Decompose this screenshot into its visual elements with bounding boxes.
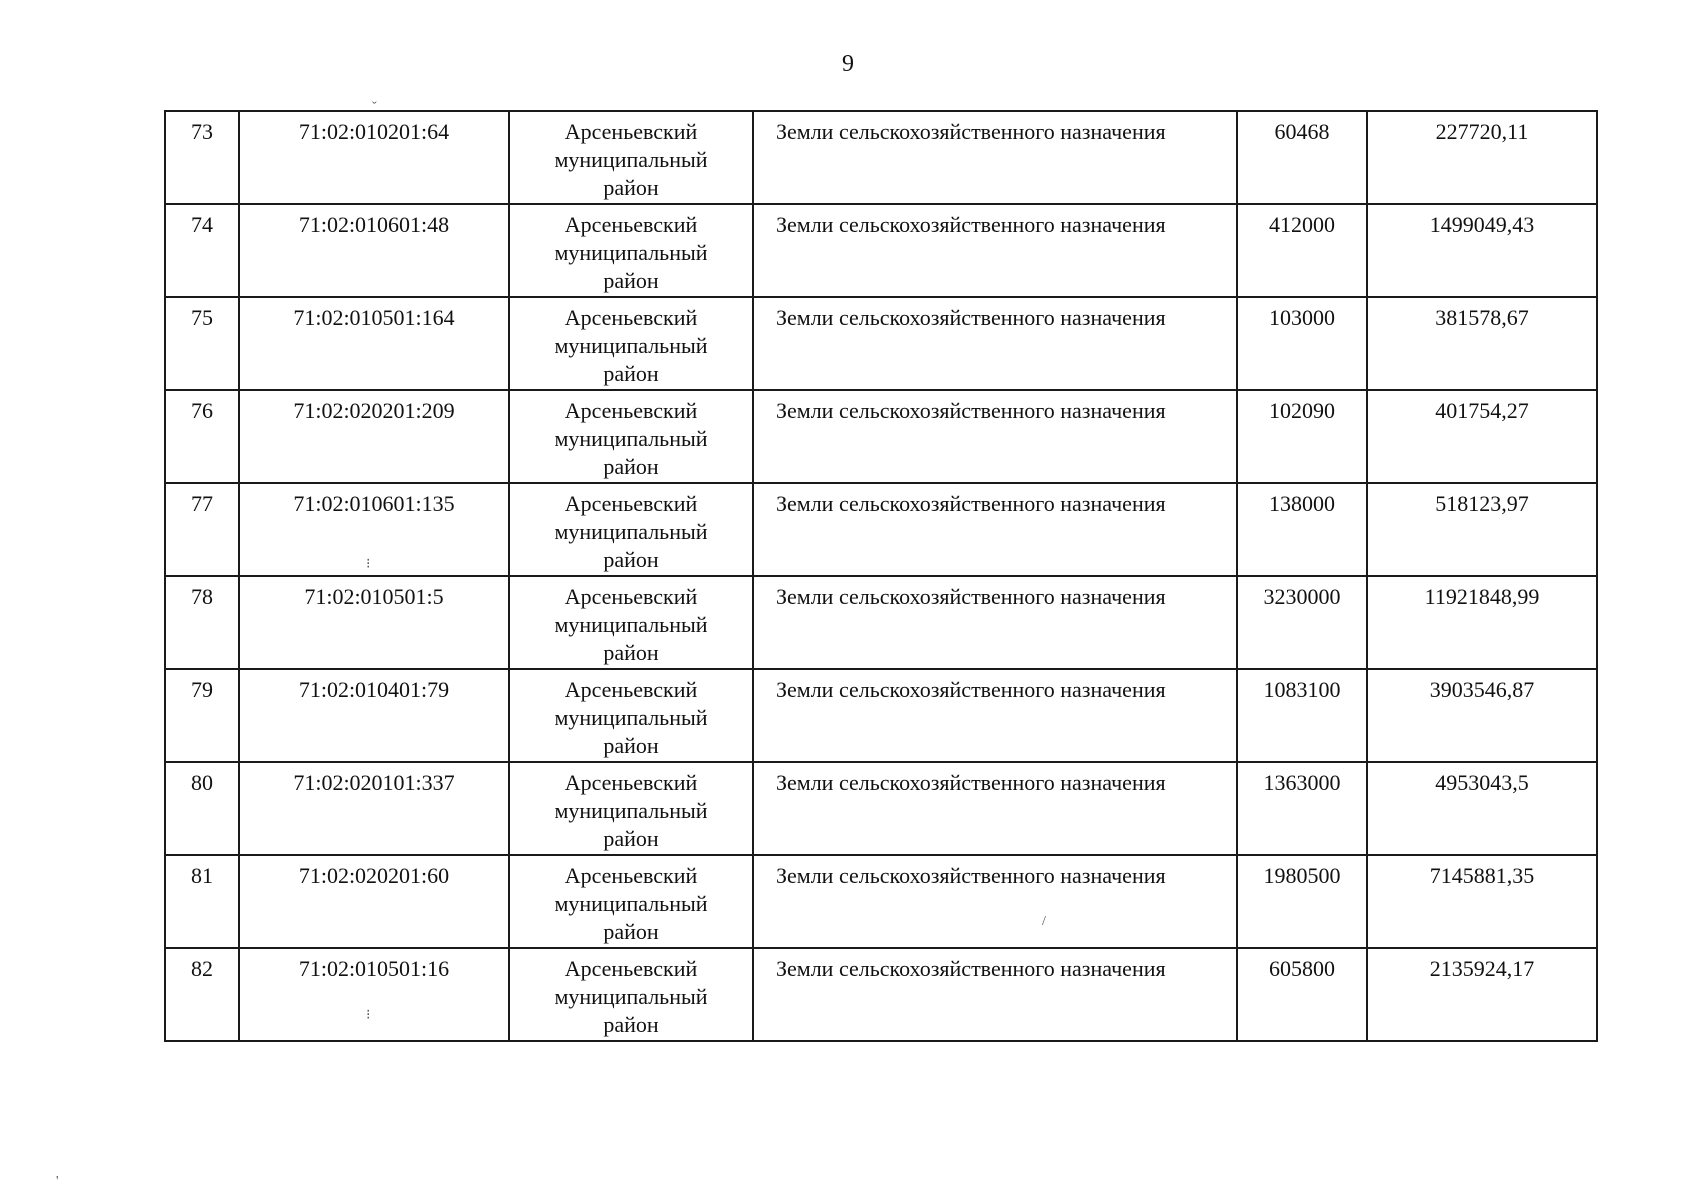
cadastral-value: 3903546,87 [1367, 669, 1597, 762]
table-row [165, 204, 1597, 297]
municipality [509, 204, 753, 297]
row-number: 78 [165, 576, 239, 669]
scan-speck: ' [56, 1174, 59, 1189]
area: 1363000 [1237, 762, 1367, 855]
municipality-line: Арсеньевский [564, 398, 698, 423]
scan-speck: ˇ [372, 100, 377, 115]
municipality-line: Арсеньевский [564, 305, 698, 330]
municipality [509, 576, 753, 669]
area: 3230000 [1237, 576, 1367, 669]
municipality-line: муниципальный [554, 147, 708, 172]
municipality-line: Арсеньевский [564, 212, 698, 237]
municipality-line: муниципальный [554, 426, 708, 451]
land-category: Земли сельскохозяйственного назначения [753, 762, 1237, 855]
row-number: 81 [165, 855, 239, 948]
row-number: 73 [165, 111, 239, 204]
municipality-line: район [603, 547, 659, 572]
municipality-line: район [603, 175, 659, 200]
table-row [165, 855, 1597, 948]
table-row [165, 576, 1597, 669]
cadastral-value: 381578,67 [1367, 297, 1597, 390]
land-category: Земли сельскохозяйственного назначения [753, 855, 1237, 948]
cadastral-number: 71:02:010501:5 [239, 576, 509, 669]
area: 412000 [1237, 204, 1367, 297]
municipality-line: район [603, 640, 659, 665]
municipality [509, 297, 753, 390]
municipality-line: район [603, 361, 659, 386]
municipality-line: муниципальный [554, 519, 708, 544]
page-number: 9 [842, 51, 854, 77]
cadastral-value: 11921848,99 [1367, 576, 1597, 669]
municipality [509, 855, 753, 948]
table-row [165, 297, 1597, 390]
cadastral-value: 518123,97 [1367, 483, 1597, 576]
municipality-line: Арсеньевский [564, 677, 698, 702]
row-number: 80 [165, 762, 239, 855]
municipality-line: район [603, 826, 659, 851]
table-row [165, 948, 1597, 1041]
area: 1083100 [1237, 669, 1367, 762]
municipality-line: район [603, 268, 659, 293]
municipality-line: Арсеньевский [564, 491, 698, 516]
land-category: Земли сельскохозяйственного назначения [753, 297, 1237, 390]
land-category: Земли сельскохозяйственного назначения [753, 483, 1237, 576]
municipality-line: Арсеньевский [564, 956, 698, 981]
land-category: Земли сельскохозяйственного назначения [753, 576, 1237, 669]
cadastral-number: 71:02:010401:79 [239, 669, 509, 762]
table-row [165, 669, 1597, 762]
land-plots-table [164, 110, 1598, 1042]
municipality-line: муниципальный [554, 240, 708, 265]
municipality [509, 948, 753, 1041]
table-row [165, 483, 1597, 576]
municipality-line: муниципальный [554, 612, 708, 637]
table-row [165, 762, 1597, 855]
row-number: 77 [165, 483, 239, 576]
cadastral-value: 4953043,5 [1367, 762, 1597, 855]
municipality [509, 111, 753, 204]
municipality-line: муниципальный [554, 891, 708, 916]
cadastral-value: 227720,11 [1367, 111, 1597, 204]
scan-speck: ⁝ [366, 557, 371, 572]
municipality [509, 669, 753, 762]
area: 60468 [1237, 111, 1367, 204]
land-category: Земли сельскохозяйственного назначения [753, 948, 1237, 1041]
area: 138000 [1237, 483, 1367, 576]
row-number: 74 [165, 204, 239, 297]
row-number: 75 [165, 297, 239, 390]
scan-speck: / [1042, 914, 1046, 929]
table-row [165, 390, 1597, 483]
municipality-line: Арсеньевский [564, 863, 698, 888]
row-number: 82 [165, 948, 239, 1041]
cadastral-number: 71:02:020201:60 [239, 855, 509, 948]
municipality [509, 390, 753, 483]
cadastral-number: 71:02:010501:164 [239, 297, 509, 390]
municipality-line: район [603, 1012, 659, 1037]
municipality-line: Арсеньевский [564, 584, 698, 609]
municipality-line: район [603, 919, 659, 944]
municipality-line: муниципальный [554, 333, 708, 358]
municipality [509, 483, 753, 576]
cadastral-number: 71:02:010201:64 [239, 111, 509, 204]
municipality [509, 762, 753, 855]
land-category: Земли сельскохозяйственного назначения [753, 111, 1237, 204]
municipality-line: Арсеньевский [564, 770, 698, 795]
land-category: Земли сельскохозяйственного назначения [753, 390, 1237, 483]
area: 103000 [1237, 297, 1367, 390]
cadastral-number: 71:02:010501:16 [239, 948, 509, 1041]
row-number: 79 [165, 669, 239, 762]
cadastral-number: 71:02:010601:48 [239, 204, 509, 297]
municipality-line: Арсеньевский [564, 119, 698, 144]
cadastral-value: 2135924,17 [1367, 948, 1597, 1041]
cadastral-value: 401754,27 [1367, 390, 1597, 483]
municipality-line: муниципальный [554, 984, 708, 1009]
cadastral-number: 71:02:010601:135 [239, 483, 509, 576]
area: 605800 [1237, 948, 1367, 1041]
land-category: Земли сельскохозяйственного назначения [753, 669, 1237, 762]
municipality-line: муниципальный [554, 798, 708, 823]
cadastral-number: 71:02:020101:337 [239, 762, 509, 855]
municipality-line: район [603, 454, 659, 479]
land-category: Земли сельскохозяйственного назначения [753, 204, 1237, 297]
cadastral-number: 71:02:020201:209 [239, 390, 509, 483]
table-row [165, 111, 1597, 204]
municipality-line: муниципальный [554, 705, 708, 730]
cadastral-value: 1499049,43 [1367, 204, 1597, 297]
row-number: 76 [165, 390, 239, 483]
area: 102090 [1237, 390, 1367, 483]
municipality-line: район [603, 733, 659, 758]
scan-speck: ⁝ [366, 1008, 371, 1023]
area: 1980500 [1237, 855, 1367, 948]
cadastral-value: 7145881,35 [1367, 855, 1597, 948]
